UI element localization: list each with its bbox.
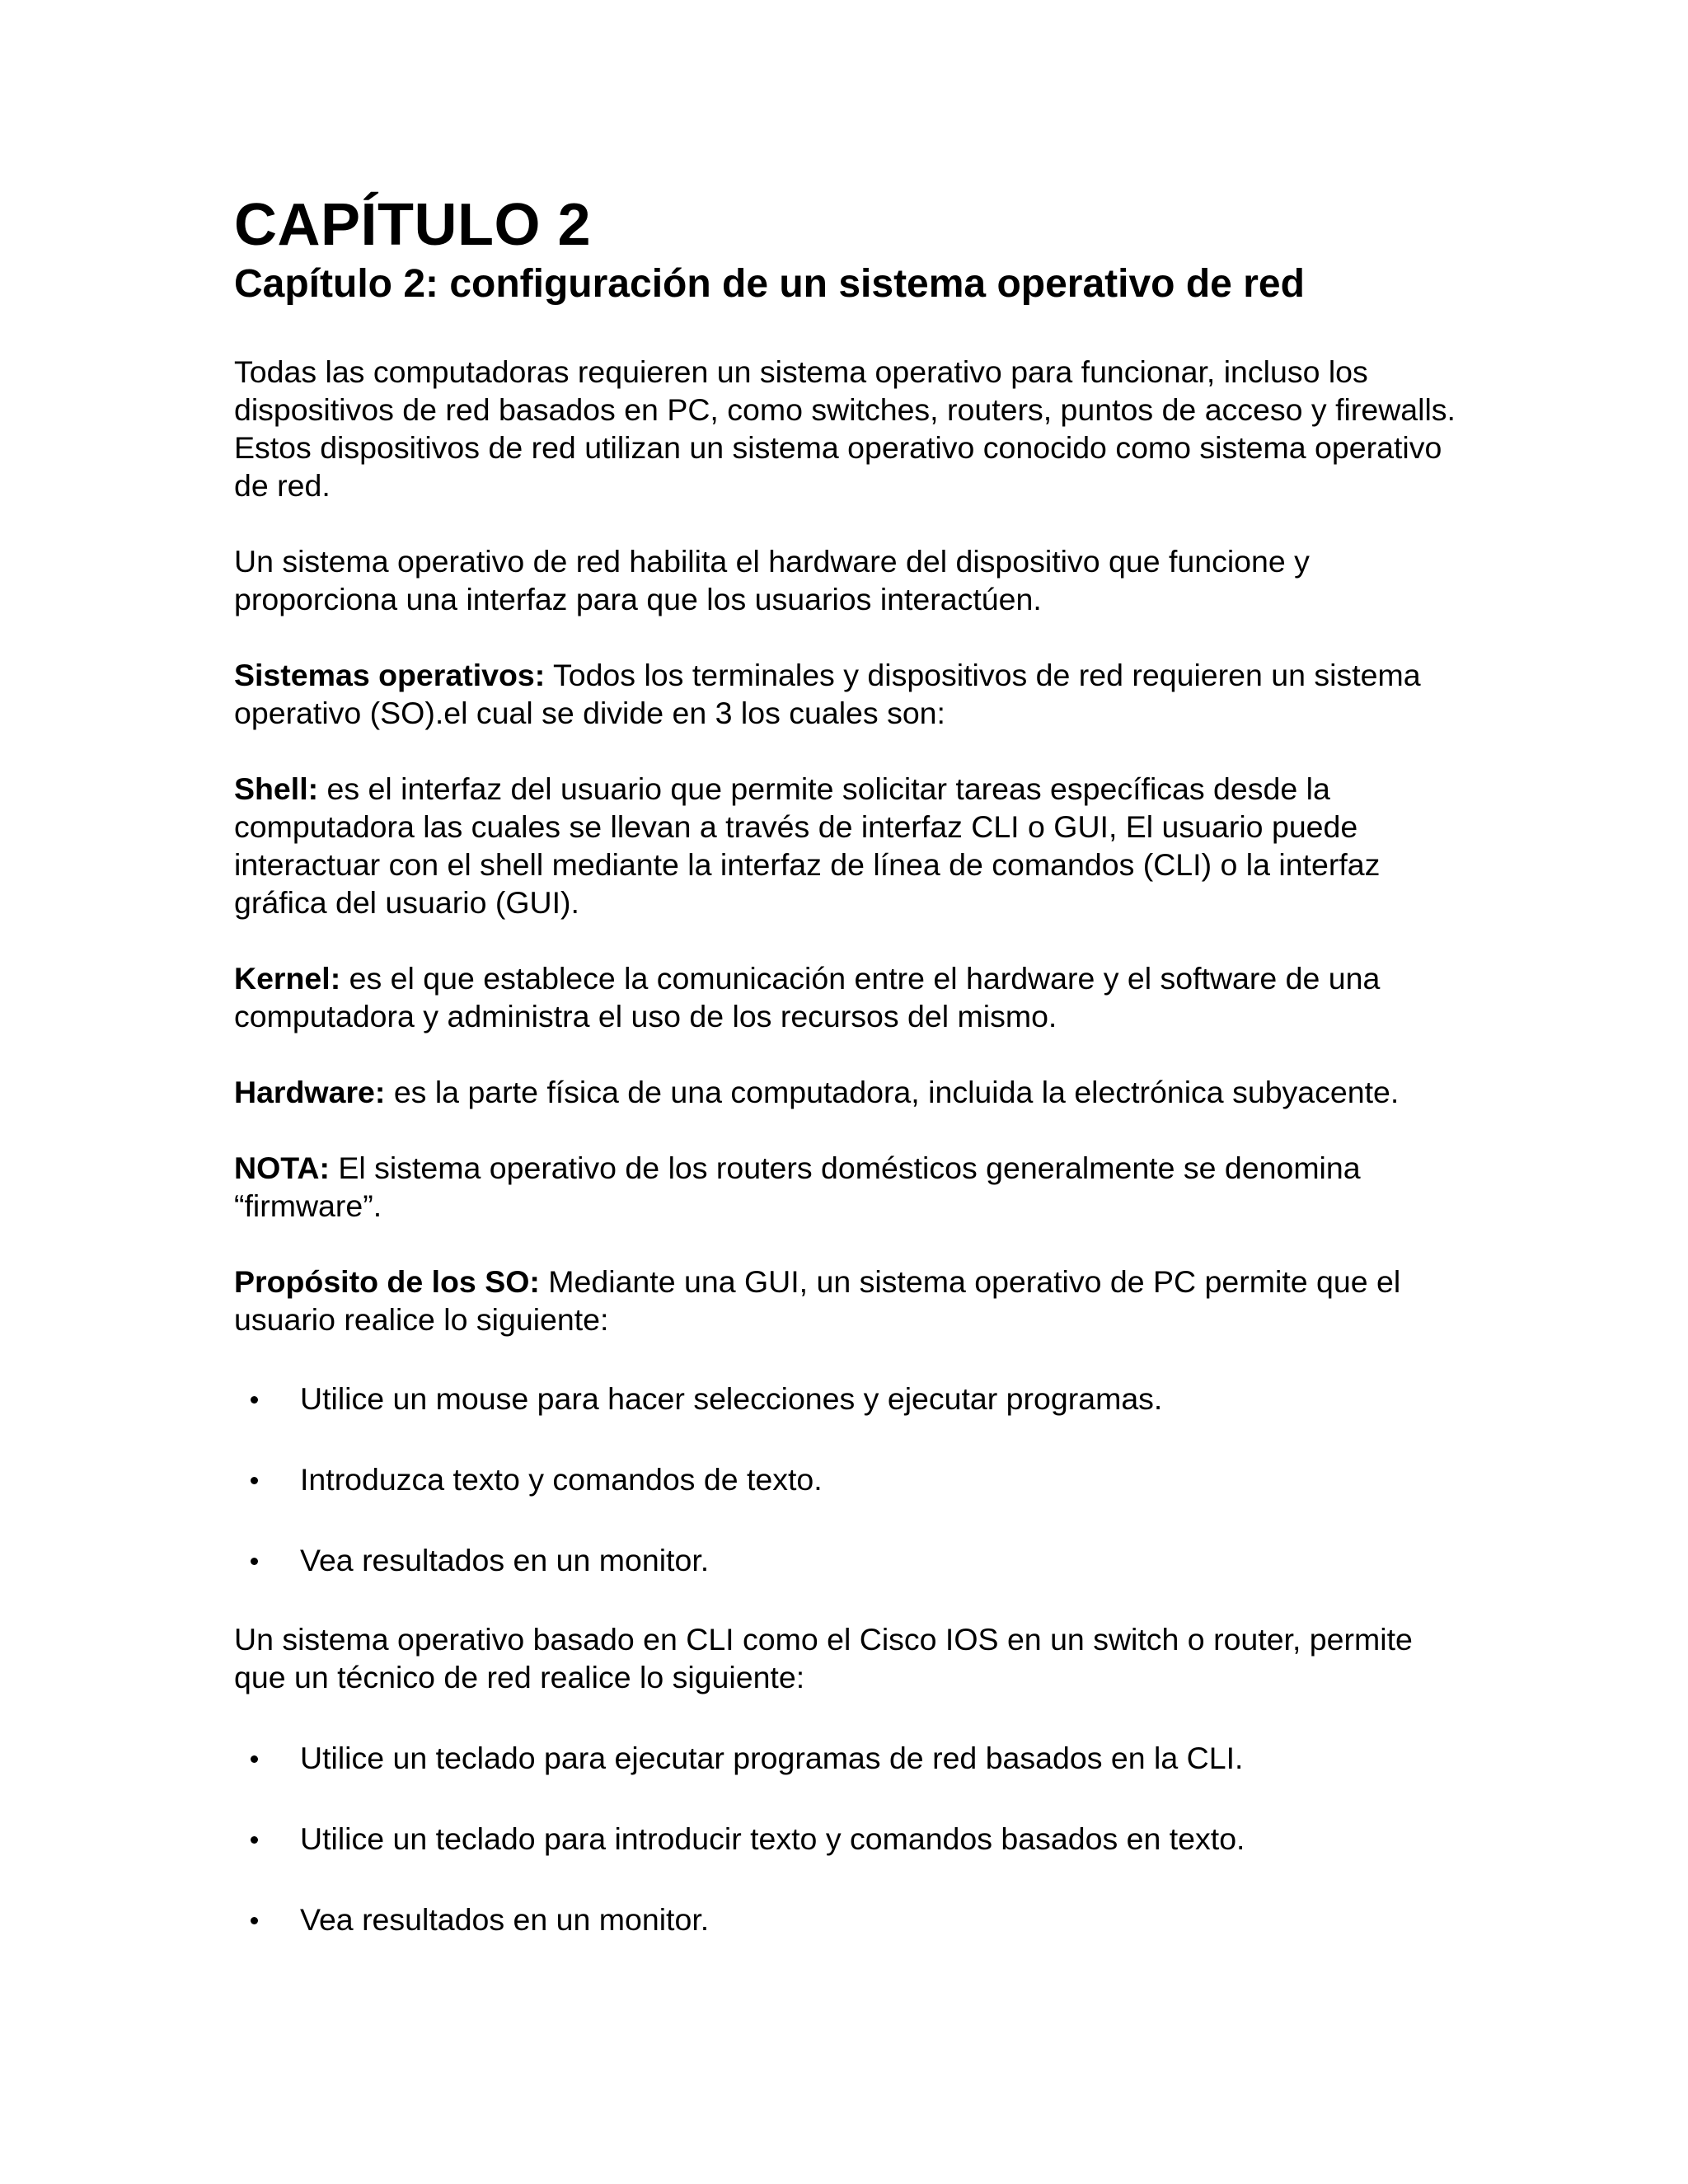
cli-bullet-list [234,1739,1470,1938]
list-item-text: Introduzca texto y comandos de texto. [300,1462,823,1497]
paragraph-intro: Todas las computadoras requieren un sistema operativo para funcionar, incluso los dispositivos de red basados en PC, como switches, routers, puntos de acceso y firewalls. Estos dispositivos de red utilizan un sistema operativo conocido como sistema operativo de red. [234,354,1456,503]
paragraph-proposito [234,1263,1470,1338]
paragraph-cli-intro: Un sistema operativo basado en CLI como el Cisco IOS en un switch o router, permite que un técnico de red realice lo siguiente: [234,1622,1413,1694]
bullet-icon [251,1477,258,1484]
paragraph-nota [234,1149,1470,1225]
list-item-text: Utilice un mouse para hacer selecciones y ejecutar programas. [300,1381,1163,1416]
list-item [234,1541,1470,1579]
paragraph-nos: Un sistema operativo de red habilita el hardware del dispositivo que funcione y proporciona una interfaz para que los usuarios interactúen. [234,544,1310,616]
paragraph-kernel [234,959,1470,1035]
chapter-subtitle: Capítulo 2: configuración de un sistema operativo de red [234,262,1305,306]
bullet-icon [251,1836,258,1844]
bullet-icon [251,1558,258,1565]
paragraph-sistemas-operativos [234,656,1470,732]
list-item [234,1380,1470,1418]
paragraph-hardware [234,1073,1470,1111]
document-page [234,191,1470,1938]
term-nota: NOTA: [234,1151,330,1185]
list-item [234,1739,1470,1777]
paragraph-shell [234,770,1470,921]
list-item-text: Utilice un teclado para introducir texto y comandos basados en texto. [300,1821,1245,1856]
definition-nota: El sistema operativo de los routers domésticos generalmente se denomina “firmware”. [234,1151,1361,1223]
definition-sistemas-operativos: Todos los terminales y dispositivos de red requieren un sistema operativo (SO).el cual se divide en 3 los cuales son: [234,658,1421,730]
definition-kernel: es el que establece la comunicación entre el hardware y el software de una computadora y administra el uso de los recursos del mismo. [234,961,1381,1033]
term-shell: Shell: [234,771,319,806]
bullet-icon [251,1917,258,1924]
term-kernel: Kernel: [234,961,341,996]
bullet-icon [251,1755,258,1763]
chapter-title: CAPÍTULO 2 [234,192,592,258]
list-item-text: Utilice un teclado para ejecutar programas de red basados en la CLI. [300,1741,1244,1775]
list-item [234,1900,1470,1938]
definition-shell: es el interfaz del usuario que permite solicitar tareas específicas desde la computadora las cuales se llevan a través de interfaz CLI o GUI, El usuario puede interactuar con el shell mediante la interfaz de línea de comandos (CLI) o la interfaz gráfica del usuario (GUI). [234,771,1381,920]
term-hardware: Hardware: [234,1075,386,1109]
term-proposito: Propósito de los SO: [234,1264,540,1299]
term-sistemas-operativos: Sistemas operativos: [234,658,546,692]
bullet-icon [251,1396,258,1404]
definition-proposito: Mediante una GUI, un sistema operativo de PC permite que el usuario realice lo siguiente: [234,1264,1401,1337]
list-item [234,1820,1470,1858]
gui-bullet-list [234,1380,1470,1579]
list-item-text: Vea resultados en un monitor. [300,1543,710,1577]
definition-hardware: es la parte física de una computadora, incluida la electrónica subyacente. [385,1075,1400,1109]
list-item [234,1460,1470,1498]
list-item-text: Vea resultados en un monitor. [300,1902,710,1937]
